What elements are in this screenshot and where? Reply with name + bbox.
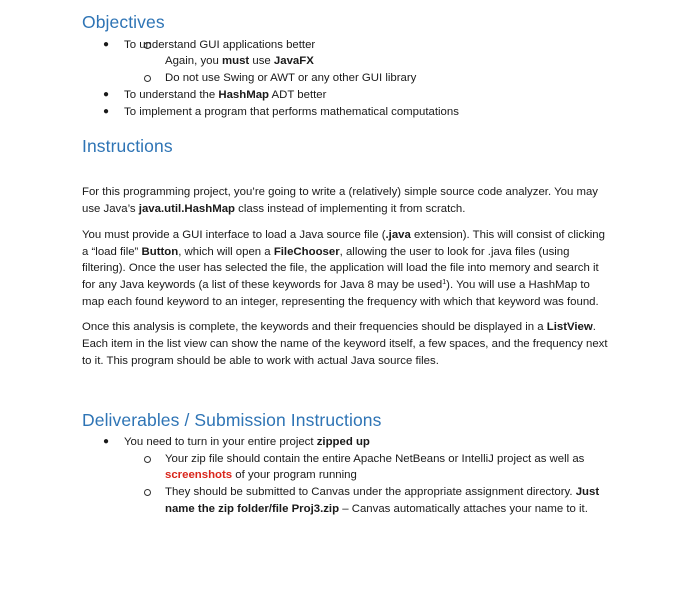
footnote-marker: 1 — [442, 279, 447, 286]
deliverable-subitem-1b-line-1: They should be submitted to Canvas under the appropriate assignment directory. Just — [165, 486, 600, 498]
paragraph-1-line-2: use Java’s java.util.HashMap class instead of implementing it from scratch. — [82, 203, 466, 215]
deliverable-subitem-1a-line-2: screenshots of your program running — [165, 469, 357, 481]
objective-item-1: To understand GUI applications better — [124, 39, 316, 51]
deliverables-heading: Deliverables / Submission Instructions — [82, 410, 382, 430]
bullet-circle — [144, 489, 151, 496]
deliverable-item-1: You need to turn in your entire project zipped up — [124, 436, 370, 448]
objective-subitem-1b: Do not use Swing or AWT or any other GUI library — [165, 72, 417, 84]
paragraph-3-line-3: to it. This program should be able to work with actual Java source files. — [82, 355, 439, 367]
paragraph-2-line-3: filtering). Once the user has selected the file, the application will load the file into memory and search it — [82, 262, 599, 274]
paragraph-2-line-4: for any Java keywords (a list of these keywords for Java 8 may be used$^1$). You will use a HashMap to — [82, 279, 590, 291]
bullet-dot: ● — [103, 436, 110, 447]
bullet-dot: ● — [103, 39, 110, 50]
paragraph-2-line-5: map each found keyword to an integer, representing the frequency with which that keyword was found. — [82, 296, 599, 308]
deliverable-subitem-1a-line-1: Your zip file should contain the entire Apache NetBeans or IntelliJ project as well as — [165, 453, 585, 465]
bullet-dot: ● — [103, 89, 110, 100]
bullet-circle — [144, 75, 151, 82]
bullet-circle — [144, 42, 151, 49]
paragraph-3-line-2: Each item in the list view can show the name of the keyword itself, a few spaces, and the frequency next — [82, 338, 608, 350]
deliverable-subitem-1b-line-2: name the zip folder/file Proj3.zip – Canvas automatically attaches your name to it. — [165, 503, 588, 515]
objective-subitem-1a: Again, you must use JavaFX — [165, 55, 314, 67]
objectives-heading: Objectives — [82, 12, 165, 32]
paragraph-3-line-1: Once this analysis is complete, the keywords and their frequencies should be displayed in a ListView. — [82, 321, 596, 333]
bullet-circle — [144, 456, 151, 463]
paragraph-1-line-1: For this programming project, you’re going to write a (relatively) simple source code analyzer. You may — [82, 186, 598, 198]
paragraph-2-line-2: a “load file” Button, which will open a FileChooser, allowing the user to look for .java files (using — [82, 246, 570, 258]
objective-item-2: To understand the HashMap ADT better — [124, 89, 327, 101]
instructions-heading: Instructions — [82, 136, 173, 156]
bullet-dot: ● — [103, 106, 110, 117]
objective-item-3: To implement a program that performs mathematical computations — [124, 106, 459, 118]
paragraph-2-line-1: You must provide a GUI interface to load a Java source file (.java extension). This will consist of clicking — [82, 229, 605, 241]
screenshots-highlight: screenshots — [165, 469, 233, 481]
